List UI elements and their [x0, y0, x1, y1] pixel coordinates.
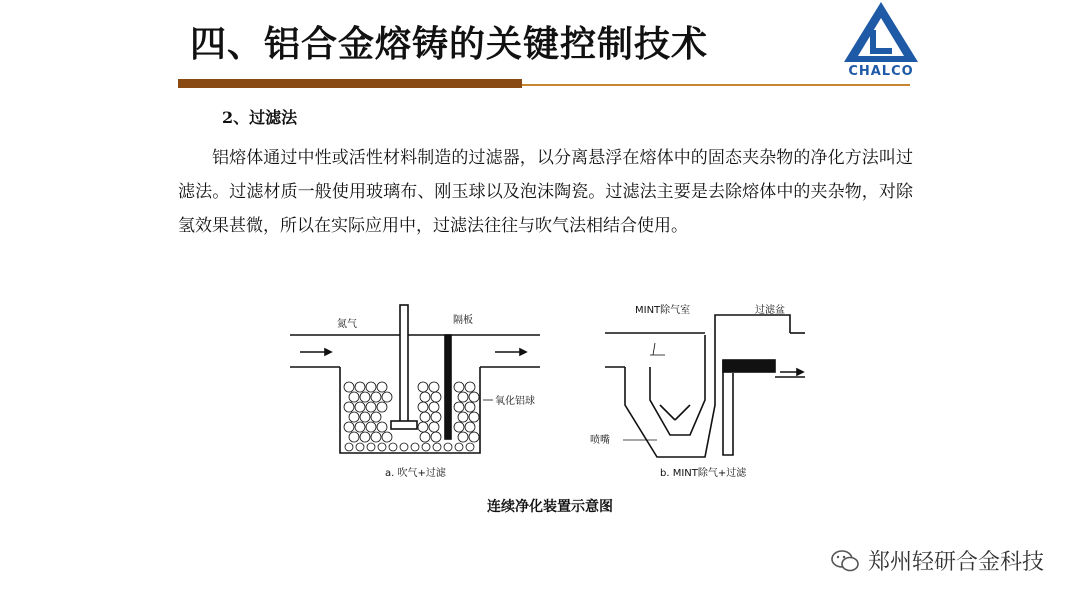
figure-caption: 连续净化装置示意图	[487, 499, 613, 515]
brand-name: 郑州轻研合金科技	[867, 550, 1044, 575]
section-heading: 2、过滤法	[222, 108, 298, 127]
diagram-a	[290, 305, 540, 453]
purification-diagram	[285, 295, 845, 490]
title-underline-thick	[178, 79, 522, 88]
slide-title: 四、铝合金熔铸的关键控制技术	[190, 24, 709, 65]
label-nozzle: 喷嘴	[590, 435, 610, 446]
diagram-b	[605, 315, 805, 457]
caption-b: b. MINT除气+过滤	[660, 468, 747, 479]
caption-a: a. 吹气+过滤	[385, 468, 446, 479]
wechat-icon	[830, 548, 860, 574]
brand-watermark	[830, 545, 1044, 576]
logo-text: CHALCO	[848, 64, 914, 79]
title-underline-thin	[522, 84, 910, 86]
label-baffle: 隔板	[453, 315, 473, 326]
label-mint-chamber: MINT除气室	[635, 305, 691, 316]
label-nitrogen: 氮气	[337, 319, 357, 330]
label-alumina-balls: 氧化铝球	[495, 396, 535, 407]
label-filter-box: 过滤盆	[755, 305, 785, 316]
body-paragraph: 铝熔体通过中性或活性材料制造的过滤器，以分离悬浮在熔体中的固态夹杂物的净化方法叫过滤法。过滤材质一般使用玻璃布、刚玉球以及泡沫陶瓷。过滤法主要是去除熔体中的夹杂物，对除氢效果甚微，所以在实际应用中，过滤法往往与吹气法相结合使用。	[178, 148, 913, 236]
